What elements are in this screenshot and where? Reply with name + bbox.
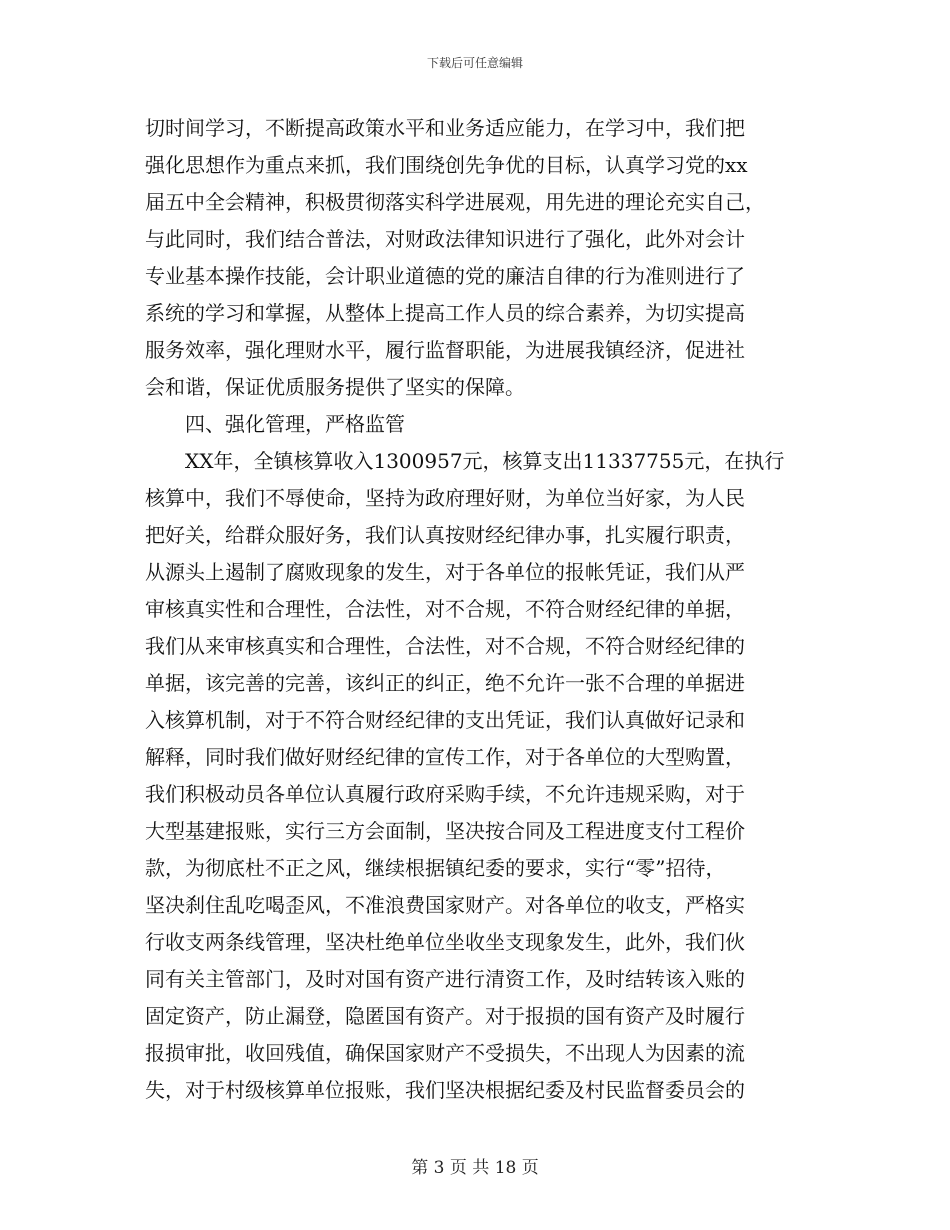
text-line: 我们积极动员各单位认真履行政府采购手续，不允许违规采购，对于 <box>145 782 745 806</box>
section-heading: 四、强化管理，严格监管 <box>145 412 405 436</box>
text-line: 大型基建报账，实行三方会面制，坚决按合同及工程进度支付工程价 <box>145 819 745 843</box>
text-line: 服务效率，强化理财水平，履行监督职能，为进展我镇经济，促进社 <box>145 338 745 362</box>
text-line: 核算中，我们不辱使命，坚持为政府理好财，为单位当好家，为人民 <box>145 486 745 510</box>
text-line: 行收支两条线管理，坚决杜绝单位坐收坐支现象发生，此外，我们伙 <box>145 930 745 954</box>
text-line: 款，为彻底杜不正之风，继续根据镇纪委的要求，实行“零”招待， <box>145 856 726 880</box>
document-body <box>145 110 815 1109</box>
text-line: XX年，全镇核算收入1300957元，核算支出11337755元，在执行 <box>145 449 785 473</box>
text-line: 从源头上遏制了腐败现象的发生，对于各单位的报帐凭证，我们从严 <box>145 560 745 584</box>
text-line: 把好关，给群众服好务，我们认真按财经纪律办事，扎实履行职责， <box>145 523 745 547</box>
page-header: 下载后可任意编辑 <box>426 56 523 70</box>
text-line: 切时间学习，不断提高政策水平和业务适应能力，在学习中，我们把 <box>145 116 745 140</box>
text-line: 失，对于村级核算单位报账，我们坚决根据纪委及村民监督委员会的 <box>145 1078 745 1102</box>
text-line: 专业基本操作技能，会计职业道德的党的廉洁自律的行为准则进行了 <box>145 264 745 288</box>
text-line: 系统的学习和掌握，从整体上提高工作人员的综合素养，为切实提高 <box>145 301 745 325</box>
text-line: 审核真实性和合理性，合法性，对不合规，不符合财经纪律的单据， <box>145 597 745 621</box>
text-line: 强化思想作为重点来抓，我们围绕创先争优的目标，认真学习党的xx <box>145 153 748 177</box>
text-line: 单据，该完善的完善，该纠正的纠正，绝不允许一张不合理的单据进 <box>145 671 745 695</box>
page-number-footer: 第 3 页 共 18 页 <box>411 1158 539 1178</box>
text-line: 入核算机制，对于不符合财经纪律的支出凭证，我们认真做好记录和 <box>145 708 745 732</box>
text-line: 报损审批，收回残值，确保国家财产不受损失，不出现人为因素的流 <box>145 1041 745 1065</box>
text-line: 与此同时，我们结合普法，对财政法律知识进行了强化，此外对会计 <box>145 227 745 251</box>
text-line: 同有关主管部门，及时对国有资产进行清资工作，及时结转该入账的 <box>145 967 745 991</box>
text-line: 解释，同时我们做好财经纪律的宣传工作，对于各单位的大型购置， <box>145 745 745 769</box>
text-line: 会和谐，保证优质服务提供了坚实的保障。 <box>145 375 525 399</box>
text-line: 坚决刹住乱吃喝歪风，不准浪费国家财产。对各单位的收支，严格实 <box>145 893 745 917</box>
text-line: 固定资产，防止漏登，隐匿国有资产。对于报损的国有资产及时履行 <box>145 1004 745 1028</box>
text-line: 我们从来审核真实和合理性，合法性，对不合规，不符合财经纪律的 <box>145 634 745 658</box>
text-line: 届五中全会精神，积极贯彻落实科学进展观，用先进的理论充实自己， <box>145 190 765 214</box>
